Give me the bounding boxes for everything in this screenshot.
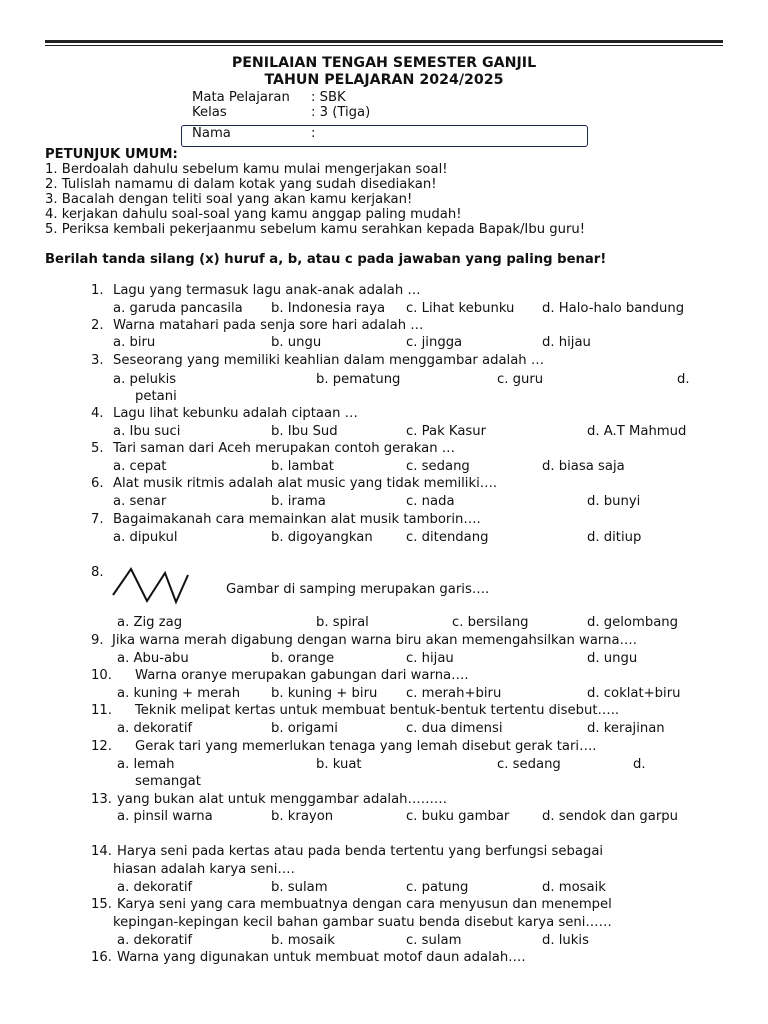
answer-option-b[interactable]: b. ungu	[271, 335, 322, 350]
answer-option-d[interactable]: d. gelombang	[587, 615, 678, 630]
question-number: 1.	[91, 283, 104, 298]
question-number: 5.	[91, 441, 104, 456]
answer-option-b[interactable]: b. krayon	[271, 809, 334, 824]
info-value-name: :	[311, 126, 316, 141]
answer-option-d[interactable]: d. Halo-halo bandung	[542, 301, 685, 316]
info-label-name: Nama	[192, 126, 231, 141]
answer-option-c[interactable]: c. Pak Kasur	[406, 424, 487, 439]
answer-option-b[interactable]: b. Indonesia raya	[271, 301, 386, 316]
answer-option-d[interactable]: d. mosaik	[542, 880, 606, 895]
answer-option-a[interactable]: a. dekoratif	[117, 933, 193, 948]
answer-option-b[interactable]: b. digoyangkan	[271, 530, 373, 545]
answer-option-c[interactable]: c. merah+biru	[406, 686, 502, 701]
instruction-item: 3. Bacalah dengan teliti soal yang akan kamu kerjakan!	[45, 192, 413, 207]
question-text: Alat musik ritmis adalah alat music yang tidak memiliki….	[113, 476, 498, 491]
answer-option-a[interactable]: a. senar	[113, 494, 167, 509]
question-number: 16.	[91, 950, 112, 965]
question-number: 9.	[91, 633, 104, 648]
question-text: Jika warna merah digabung dengan warna biru akan memengahsilkan warna….	[112, 633, 637, 648]
question-text-continued: kepingan-kepingan kecil bahan gambar suatu benda disebut karya seni……	[113, 915, 612, 930]
question-text: Karya seni yang cara membuatnya dengan cara menyusun dan menempel	[117, 897, 612, 912]
info-label-subject: Mata Pelajaran	[192, 90, 290, 105]
answer-option-c[interactable]: c. sedang	[497, 757, 561, 772]
info-value-class: : 3 (Tiga)	[311, 105, 371, 120]
question-number: 12.	[91, 739, 112, 754]
question-number: 2.	[91, 318, 104, 333]
question-text: Teknik melipat kertas untuk membuat bentuk-bentuk tertentu disebut…..	[135, 703, 620, 718]
answer-option-b[interactable]: b. irama	[271, 494, 326, 509]
question-text: Warna yang digunakan untuk membuat motof daun adalah….	[117, 950, 526, 965]
answer-option-d[interactable]: d. hijau	[542, 335, 591, 350]
answer-option-b[interactable]: b. kuning + biru	[271, 686, 378, 701]
answer-option-a[interactable]: a. biru	[113, 335, 156, 350]
zigzag-line-image	[110, 566, 192, 606]
answer-option-a[interactable]: a. Ibu suci	[113, 424, 181, 439]
question-text: Harya seni pada kertas atau pada benda tertentu yang berfungsi sebagai	[117, 844, 604, 859]
answer-option-d[interactable]: d.	[633, 757, 646, 772]
answer-option-b[interactable]: b. pematung	[316, 372, 401, 387]
question-number: 8.	[91, 565, 104, 580]
answer-option-d[interactable]: d. bunyi	[587, 494, 641, 509]
answer-option-b[interactable]: b. kuat	[316, 757, 362, 772]
answer-option-c[interactable]: c. ditendang	[406, 530, 489, 545]
question-number: 11.	[91, 703, 112, 718]
answer-option-c[interactable]: c. patung	[406, 880, 469, 895]
answer-option-c[interactable]: c. nada	[406, 494, 455, 509]
answer-option-d[interactable]: d. coklat+biru	[587, 686, 681, 701]
question-number: 10.	[91, 668, 112, 683]
question-text: Lagu yang termasuk lagu anak-anak adalah …	[113, 283, 421, 298]
answer-option-c[interactable]: c. dua dimensi	[406, 721, 503, 736]
answer-option-b[interactable]: b. lambat	[271, 459, 334, 474]
answer-option-b[interactable]: b. sulam	[271, 880, 328, 895]
header-rule-thin	[45, 45, 723, 46]
section-instruction: Berilah tanda silang (x) huruf a, b, atau c pada jawaban yang paling benar!	[45, 252, 607, 267]
question-text: Gerak tari yang memerlukan tenaga yang lemah disebut gerak tari….	[135, 739, 597, 754]
question-text-continued: hiasan adalah karya seni….	[113, 862, 295, 877]
answer-option-a[interactable]: a. dipukul	[113, 530, 178, 545]
answer-option-b[interactable]: b. Ibu Sud	[271, 424, 338, 439]
answer-option-d[interactable]: d. A.T Mahmud	[587, 424, 687, 439]
answer-option-d[interactable]: d. ditiup	[587, 530, 642, 545]
answer-option-c[interactable]: c. guru	[497, 372, 544, 387]
instructions-heading: PETUNJUK UMUM:	[45, 147, 178, 162]
question-number: 7.	[91, 512, 104, 527]
answer-option-c[interactable]: c. Lihat kebunku	[406, 301, 515, 316]
answer-option-a[interactable]: a. Abu-abu	[117, 651, 189, 666]
instruction-item: 5. Periksa kembali pekerjaanmu sebelum kamu serahkan kepada Bapak/Ibu guru!	[45, 222, 586, 237]
answer-option-a[interactable]: a. lemah	[117, 757, 175, 772]
info-label-class: Kelas	[192, 105, 227, 120]
question-number: 4.	[91, 406, 104, 421]
question-number: 13.	[91, 792, 112, 807]
name-input-box[interactable]	[181, 125, 588, 147]
answer-option-c[interactable]: c. buku gambar	[406, 809, 510, 824]
instruction-item: 4. kerjakan dahulu soal-soal yang kamu anggap paling mudah!	[45, 207, 462, 222]
question-number: 14.	[91, 844, 112, 859]
answer-option-a[interactable]: a. dekoratif	[117, 880, 193, 895]
answer-option-d[interactable]: d. lukis	[542, 933, 589, 948]
answer-option-d-wrap[interactable]: semangat	[135, 774, 201, 789]
answer-option-b[interactable]: b. orange	[271, 651, 335, 666]
answer-option-d[interactable]: d. biasa saja	[542, 459, 625, 474]
answer-option-a[interactable]: a. pelukis	[113, 372, 177, 387]
page-subtitle: TAHUN PELAJARAN 2024/2025	[264, 72, 504, 88]
header-rule-thick	[45, 40, 723, 43]
question-text: Gambar di samping merupakan garis….	[226, 582, 490, 597]
question-text: Tari saman dari Aceh merupakan contoh gerakan …	[113, 441, 455, 456]
answer-option-c[interactable]: c. sedang	[406, 459, 470, 474]
answer-option-a[interactable]: a. Zig zag	[117, 615, 183, 630]
answer-option-c[interactable]: c. jingga	[406, 335, 463, 350]
answer-option-a[interactable]: a. kuning + merah	[117, 686, 241, 701]
answer-option-d-wrap[interactable]: petani	[135, 389, 177, 404]
answer-option-b[interactable]: b. spiral	[316, 615, 369, 630]
question-number: 3.	[91, 353, 104, 368]
answer-option-d[interactable]: d.	[677, 372, 690, 387]
answer-option-b[interactable]: b. origami	[271, 721, 338, 736]
answer-option-d[interactable]: d. ungu	[587, 651, 638, 666]
answer-option-d[interactable]: d. sendok dan garpu	[542, 809, 678, 824]
question-text: Lagu lihat kebunku adalah ciptaan …	[113, 406, 358, 421]
question-text: Bagaimakanah cara memainkan alat musik tamborin….	[113, 512, 481, 527]
answer-option-a[interactable]: a. cepat	[113, 459, 167, 474]
answer-option-c[interactable]: c. sulam	[406, 933, 462, 948]
instruction-item: 2. Tulislah namamu di dalam kotak yang sudah disediakan!	[45, 177, 437, 192]
instruction-item: 1. Berdoalah dahulu sebelum kamu mulai mengerjakan soal!	[45, 162, 448, 177]
answer-option-d[interactable]: d. kerajinan	[587, 721, 665, 736]
question-text: yang bukan alat untuk menggambar adalah………	[117, 792, 448, 807]
info-value-subject: : SBK	[311, 90, 346, 105]
answer-option-b[interactable]: b. mosaik	[271, 933, 335, 948]
answer-option-c[interactable]: c. bersilang	[452, 615, 529, 630]
page-title: PENILAIAN TENGAH SEMESTER GANJIL	[231, 55, 537, 71]
answer-option-a[interactable]: a. dekoratif	[117, 721, 193, 736]
question-number: 6.	[91, 476, 104, 491]
question-number: 15.	[91, 897, 112, 912]
question-text: Seseorang yang memiliki keahlian dalam menggambar adalah …	[113, 353, 545, 368]
answer-option-a[interactable]: a. garuda pancasila	[113, 301, 243, 316]
question-text: Warna oranye merupakan gabungan dari warna….	[135, 668, 469, 683]
answer-option-c[interactable]: c. hijau	[406, 651, 454, 666]
question-text: Warna matahari pada senja sore hari adalah …	[113, 318, 424, 333]
answer-option-a[interactable]: a. pinsil warna	[117, 809, 213, 824]
